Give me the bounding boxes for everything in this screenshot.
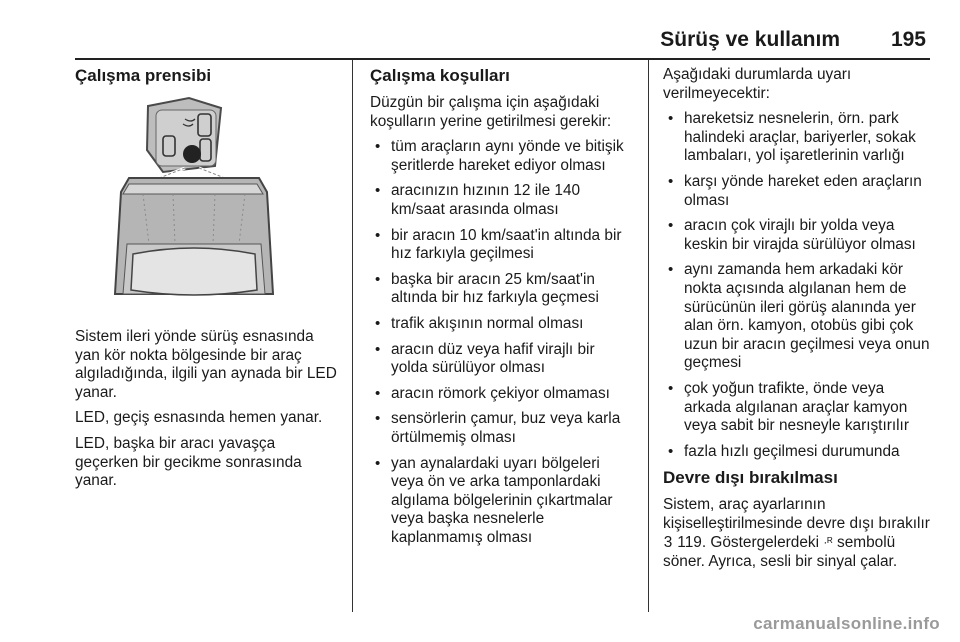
vehicle-rear-illustration — [115, 178, 273, 295]
list-item: • hareketsiz nesnelerin, örn. park halindeki araçlar, bariyerler, sokak lambaları, yol işaretlerinin varlığı — [663, 110, 930, 166]
list-item: • aracın düz veya hafif virajlı bir yolda sürülüyor olması — [370, 341, 635, 378]
list-item: • bir aracın 10 km/saat'in altında bir hız farkıyla geçilmesi — [370, 227, 635, 264]
column-divider-2 — [648, 60, 649, 612]
heading-principle: Çalışma prensibi — [75, 66, 212, 85]
list-item: • sensörlerin çamur, buz veya karla örtülmemiş olması — [370, 410, 635, 447]
no-warning-intro: Aşağıdaki durumlarda uyarı verilmeyecektir: — [663, 66, 852, 102]
list-item: • tüm araçların aynı yönde ve bitişik şeritlerde hareket ediyor olması — [370, 138, 635, 175]
page-ref-arrow-icon: 3 — [663, 534, 673, 552]
column-divider-1 — [352, 60, 353, 612]
list-item: • aracınızın hızının 12 ile 140 km/saat arasında olması — [370, 182, 635, 219]
deactivation-text-c: sembolü söner. Ayrıca, sesli bir sinyal çalar. — [663, 534, 898, 571]
conditions-list — [370, 138, 635, 547]
paragraph-3: LED, başka bir aracı yavaşça geçerken bir gecikme sonrasında yanar. — [75, 434, 302, 490]
page-ref-link[interactable]: 119 — [677, 534, 702, 552]
blind-spot-indicator-icon: ·ᴿ — [823, 535, 833, 550]
deactivation-text-a: Sistem, araç ayarlarının kişiselleştirilmesinde devre dışı bırakılır — [663, 496, 930, 532]
list-item: • aracın römork çekiyor olmaması — [370, 385, 635, 404]
column-principle — [75, 66, 337, 498]
no-warning-list — [663, 110, 930, 461]
list-item: • fazla hızlı geçilmesi durumunda — [663, 443, 930, 462]
header-rule — [75, 58, 930, 60]
deactivation-text-b: . Göstergelerdeki — [701, 534, 820, 552]
list-item: • aracın çok virajlı bir yolda veya keskin bir virajda sürülüyor olması — [663, 217, 930, 254]
watermark: carmanualsonline.info — [753, 614, 940, 633]
heading-conditions: Çalışma koşulları — [370, 66, 510, 85]
conditions-intro: Düzgün bir çalışma için aşağıdaki koşulların yerine getirilmesi gerekir: — [370, 94, 612, 130]
vehicle-blind-spot-illustration — [103, 94, 293, 306]
paragraph-2: LED, geçiş esnasında hemen yanar. — [75, 409, 323, 427]
list-item: • çok yoğun trafikte, önde veya arkada algılanan araçlar kamyon veya sabit bir nesneyle karıştırılır — [663, 380, 930, 436]
deactivation-text — [663, 496, 930, 571]
page-number: 195 — [890, 28, 926, 51]
list-item: • başka bir aracın 25 km/saat'in altında bir hız farkıyla geçmesi — [370, 271, 635, 308]
list-item: • trafik akışının normal olması — [370, 315, 635, 334]
list-item: • yan aynalardaki uyarı bölgeleri veya ön ve arka tamponlardaki algılama bölgelerinin çıkartmalar veya başka nesnelerle kaplanmamış olması — [370, 455, 635, 548]
page-header — [75, 14, 930, 54]
column-no-warning — [663, 66, 930, 579]
side-mirror-illustration — [147, 98, 221, 172]
list-item: • aynı zamanda hem arkadaki kör nokta açısında algılanan hem de sürücünün ileri görüş alanında yer alan örn. kamyon, otobüs gibi çok uzun bir aracın geçilmesi veya onun geçmesi — [663, 261, 930, 373]
list-item: • karşı yönde hareket eden araçların olması — [663, 173, 930, 210]
column-conditions — [370, 66, 635, 554]
heading-deactivation: Devre dışı bırakılması — [663, 468, 838, 488]
section-title: Sürüş ve kullanım — [660, 28, 840, 51]
paragraph-1: Sistem ileri yönde sürüş esnasında yan kör nokta bölgesinde bir araç algıladığında, ilgili yan aynada bir LED yanar. — [75, 328, 337, 401]
